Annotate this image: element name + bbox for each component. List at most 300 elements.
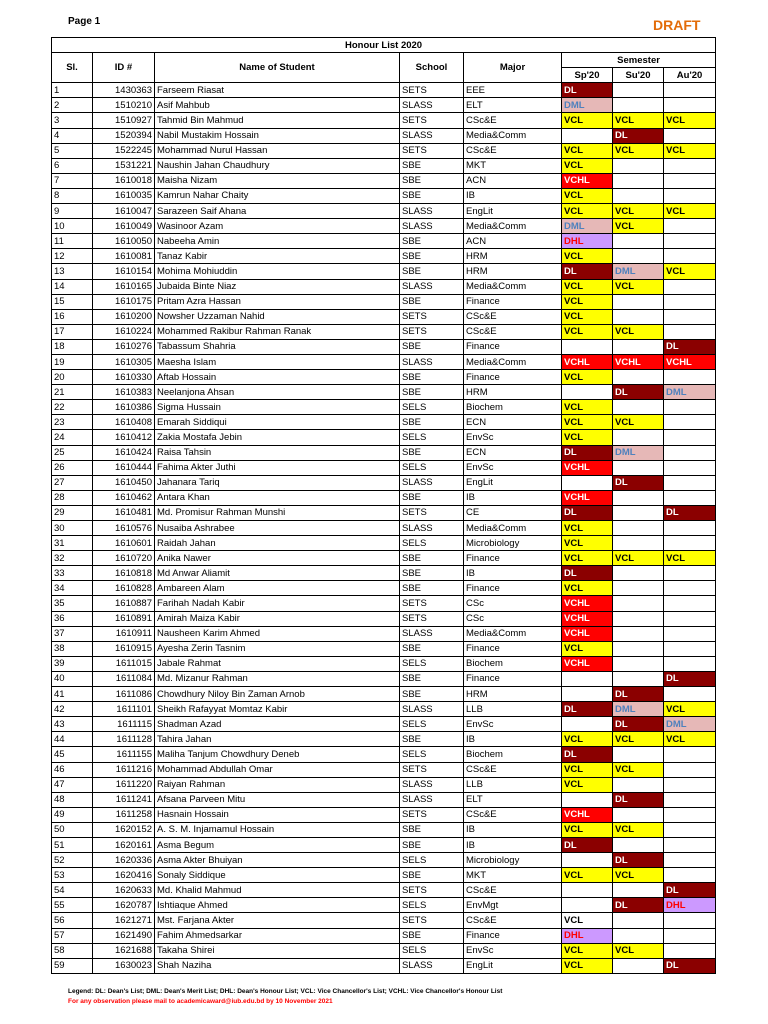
cell-id: 1610408	[93, 415, 155, 430]
cell-sp20: VCL	[562, 294, 613, 309]
cell-au20	[664, 400, 716, 415]
cell-su20: VCHL	[613, 354, 664, 369]
cell-su20: VCL	[613, 204, 664, 219]
table-row	[52, 98, 716, 113]
cell-student-name: Neelanjona Ahsan	[155, 385, 400, 400]
cell-student-name: Chowdhury Niloy Bin Zaman Arnob	[155, 687, 400, 702]
cell-sl: 55	[52, 898, 93, 913]
cell-student-name: Jabale Rahmat	[155, 656, 400, 671]
cell-student-name: Maesha Islam	[155, 354, 400, 369]
cell-sp20: VCL	[562, 551, 613, 566]
cell-su20	[613, 400, 664, 415]
cell-id: 1611084	[93, 671, 155, 686]
cell-student-name: Ayesha Zerin Tasnim	[155, 641, 400, 656]
cell-au20	[664, 792, 716, 807]
table-title: Honour List 2020	[52, 38, 716, 53]
table-row	[52, 339, 716, 354]
cell-au20	[664, 370, 716, 385]
cell-sl: 26	[52, 460, 93, 475]
cell-sl: 5	[52, 143, 93, 158]
table-row	[52, 536, 716, 551]
cell-major: Media&Comm	[464, 354, 562, 369]
cell-id: 1611115	[93, 717, 155, 732]
cell-id: 1610224	[93, 324, 155, 339]
cell-au20: DL	[664, 339, 716, 354]
cell-sl: 43	[52, 717, 93, 732]
cell-au20	[664, 868, 716, 883]
cell-major: HRM	[464, 687, 562, 702]
cell-sl: 23	[52, 415, 93, 430]
cell-sp20: DL	[562, 264, 613, 279]
table-row	[52, 309, 716, 324]
cell-su20	[613, 913, 664, 928]
table-row	[52, 732, 716, 747]
cell-major: CE	[464, 505, 562, 520]
cell-id: 1621688	[93, 943, 155, 958]
cell-au20	[664, 158, 716, 173]
cell-sp20: VCHL	[562, 460, 613, 475]
cell-sp20: VCHL	[562, 596, 613, 611]
cell-sp20: VCHL	[562, 807, 613, 822]
cell-sl: 54	[52, 883, 93, 898]
table-row	[52, 445, 716, 460]
table-row	[52, 264, 716, 279]
cell-id: 1610383	[93, 385, 155, 400]
cell-au20	[664, 581, 716, 596]
cell-au20	[664, 928, 716, 943]
cell-school: SBE	[400, 234, 464, 249]
cell-major: IB	[464, 837, 562, 852]
header-semester: Semester	[562, 53, 716, 68]
cell-sp20: VCHL	[562, 354, 613, 369]
cell-student-name: Fahim Ahmedsarkar	[155, 928, 400, 943]
cell-major: ACN	[464, 173, 562, 188]
cell-sl: 46	[52, 762, 93, 777]
cell-major: Biochem	[464, 747, 562, 762]
cell-sl: 9	[52, 204, 93, 219]
cell-school: SBE	[400, 339, 464, 354]
cell-school: SETS	[400, 505, 464, 520]
table-body	[52, 83, 716, 974]
cell-student-name: Tabassum Shahria	[155, 339, 400, 354]
table-row	[52, 113, 716, 128]
cell-id: 1610050	[93, 234, 155, 249]
cell-student-name: Asma Begum	[155, 837, 400, 852]
cell-id: 1611155	[93, 747, 155, 762]
cell-id: 1611128	[93, 732, 155, 747]
cell-major: Media&Comm	[464, 128, 562, 143]
cell-sl: 15	[52, 294, 93, 309]
cell-major: Finance	[464, 581, 562, 596]
cell-su20: VCL	[613, 762, 664, 777]
cell-sp20: VCL	[562, 732, 613, 747]
cell-su20	[613, 309, 664, 324]
cell-id: 1611220	[93, 777, 155, 792]
cell-sl: 57	[52, 928, 93, 943]
cell-au20	[664, 777, 716, 792]
cell-sl: 40	[52, 671, 93, 686]
cell-major: EngLit	[464, 475, 562, 490]
cell-sl: 58	[52, 943, 93, 958]
cell-sp20: VCL	[562, 113, 613, 128]
cell-au20	[664, 279, 716, 294]
cell-au20	[664, 641, 716, 656]
cell-au20	[664, 536, 716, 551]
table-row	[52, 883, 716, 898]
cell-sp20	[562, 475, 613, 490]
cell-su20	[613, 581, 664, 596]
cell-su20	[613, 460, 664, 475]
cell-school: SBE	[400, 928, 464, 943]
table-row	[52, 958, 716, 973]
cell-major: Media&Comm	[464, 279, 562, 294]
cell-student-name: Nowsher Uzzaman Nahid	[155, 309, 400, 324]
cell-sp20: VCHL	[562, 490, 613, 505]
cell-id: 1610450	[93, 475, 155, 490]
cell-school: SBE	[400, 294, 464, 309]
cell-sp20: VCL	[562, 822, 613, 837]
cell-sp20: VCL	[562, 777, 613, 792]
cell-sl: 39	[52, 656, 93, 671]
cell-student-name: Asma Akter Bhuiyan	[155, 853, 400, 868]
cell-su20	[613, 173, 664, 188]
cell-major: CSc&E	[464, 913, 562, 928]
cell-au20	[664, 566, 716, 581]
cell-au20	[664, 324, 716, 339]
cell-sl: 4	[52, 128, 93, 143]
cell-sl: 17	[52, 324, 93, 339]
cell-su20	[613, 430, 664, 445]
cell-id: 1610035	[93, 188, 155, 203]
cell-major: MKT	[464, 158, 562, 173]
cell-major: Biochem	[464, 400, 562, 415]
cell-sl: 24	[52, 430, 93, 445]
cell-id: 1610424	[93, 445, 155, 460]
cell-au20	[664, 475, 716, 490]
cell-id: 1610386	[93, 400, 155, 415]
cell-su20: DML	[613, 445, 664, 460]
table-row	[52, 641, 716, 656]
cell-school: SBE	[400, 671, 464, 686]
cell-major: CSc	[464, 596, 562, 611]
cell-school: SLASS	[400, 475, 464, 490]
header-school: School	[400, 53, 464, 83]
cell-su20	[613, 158, 664, 173]
cell-major: Finance	[464, 641, 562, 656]
cell-student-name: Takaha Shirei	[155, 943, 400, 958]
cell-sl: 28	[52, 490, 93, 505]
cell-school: SETS	[400, 113, 464, 128]
cell-school: SBE	[400, 837, 464, 852]
cell-student-name: Antara Khan	[155, 490, 400, 505]
table-row	[52, 521, 716, 536]
cell-student-name: Emarah Siddiqui	[155, 415, 400, 430]
cell-student-name: Md. Promisur Rahman Munshi	[155, 505, 400, 520]
cell-sp20	[562, 385, 613, 400]
cell-school: SBE	[400, 551, 464, 566]
cell-au20	[664, 822, 716, 837]
table-row	[52, 279, 716, 294]
cell-au20: DML	[664, 717, 716, 732]
cell-sl: 6	[52, 158, 93, 173]
cell-sp20: VCL	[562, 958, 613, 973]
cell-major: EnvSc	[464, 717, 562, 732]
cell-major: ACN	[464, 234, 562, 249]
cell-student-name: Kamrun Nahar Chaity	[155, 188, 400, 203]
cell-sp20: VCL	[562, 249, 613, 264]
cell-au20: VCL	[664, 702, 716, 717]
cell-student-name: Pritam Azra Hassan	[155, 294, 400, 309]
cell-major: CSc&E	[464, 883, 562, 898]
cell-sl: 32	[52, 551, 93, 566]
cell-school: SELS	[400, 536, 464, 551]
table-row	[52, 204, 716, 219]
cell-major: EnvSc	[464, 460, 562, 475]
cell-school: SBE	[400, 868, 464, 883]
cell-student-name: Naushin Jahan Chaudhury	[155, 158, 400, 173]
cell-sp20: VCL	[562, 279, 613, 294]
cell-sp20	[562, 339, 613, 354]
cell-student-name: Wasinoor Azam	[155, 219, 400, 234]
cell-au20	[664, 626, 716, 641]
cell-major: IB	[464, 566, 562, 581]
cell-sp20: VCL	[562, 415, 613, 430]
cell-au20	[664, 762, 716, 777]
cell-school: SETS	[400, 807, 464, 822]
cell-sl: 10	[52, 219, 93, 234]
table-row	[52, 656, 716, 671]
cell-sl: 52	[52, 853, 93, 868]
table-row	[52, 460, 716, 475]
cell-student-name: Farseem Riasat	[155, 83, 400, 98]
cell-student-name: Raidah Jahan	[155, 536, 400, 551]
cell-student-name: Sheikh Rafayyat Momtaz Kabir	[155, 702, 400, 717]
cell-su20	[613, 370, 664, 385]
cell-id: 1610175	[93, 294, 155, 309]
table-row	[52, 747, 716, 762]
cell-id: 1611086	[93, 687, 155, 702]
cell-school: SLASS	[400, 777, 464, 792]
observation-note: For any observation please mail to academicaward@iub.edu.bd by 10 November 2021	[68, 998, 333, 1005]
cell-id: 1620787	[93, 898, 155, 913]
cell-sp20: VCL	[562, 521, 613, 536]
cell-id: 1610891	[93, 611, 155, 626]
cell-major: Media&Comm	[464, 521, 562, 536]
cell-sl: 51	[52, 837, 93, 852]
cell-school: SELS	[400, 853, 464, 868]
table-row	[52, 219, 716, 234]
cell-su20	[613, 234, 664, 249]
cell-school: SLASS	[400, 521, 464, 536]
cell-school: SBE	[400, 490, 464, 505]
cell-sp20: VCL	[562, 536, 613, 551]
cell-sp20: VCL	[562, 309, 613, 324]
cell-au20	[664, 249, 716, 264]
cell-major: IB	[464, 188, 562, 203]
cell-student-name: Md. Mizanur Rahman	[155, 671, 400, 686]
cell-school: SETS	[400, 324, 464, 339]
cell-major: EngLit	[464, 204, 562, 219]
cell-school: SELS	[400, 747, 464, 762]
table-row	[52, 626, 716, 641]
cell-student-name: A. S. M. Injamamul Hossain	[155, 822, 400, 837]
table-row	[52, 143, 716, 158]
cell-school: SBE	[400, 158, 464, 173]
cell-sl: 37	[52, 626, 93, 641]
header-sl: Sl.	[52, 53, 93, 83]
table-row	[52, 234, 716, 249]
table-row	[52, 943, 716, 958]
cell-major: HRM	[464, 264, 562, 279]
cell-sl: 8	[52, 188, 93, 203]
table-row	[52, 807, 716, 822]
cell-sl: 22	[52, 400, 93, 415]
header-name: Name of Student	[155, 53, 400, 83]
cell-su20	[613, 566, 664, 581]
cell-sl: 44	[52, 732, 93, 747]
cell-au20: DL	[664, 671, 716, 686]
cell-sp20: VCL	[562, 188, 613, 203]
cell-sl: 41	[52, 687, 93, 702]
cell-sl: 50	[52, 822, 93, 837]
cell-sl: 56	[52, 913, 93, 928]
cell-student-name: Jahanara Tariq	[155, 475, 400, 490]
cell-au20	[664, 611, 716, 626]
cell-su20: VCL	[613, 415, 664, 430]
cell-student-name: Amirah Maiza Kabir	[155, 611, 400, 626]
header-semester-su20: Su'20	[613, 68, 664, 83]
cell-student-name: Mohammed Rakibur Rahman Ranak	[155, 324, 400, 339]
cell-sp20: VCHL	[562, 173, 613, 188]
cell-school: SLASS	[400, 958, 464, 973]
cell-id: 1522245	[93, 143, 155, 158]
cell-sp20: VCL	[562, 943, 613, 958]
cell-su20	[613, 958, 664, 973]
cell-id: 1520394	[93, 128, 155, 143]
cell-su20: DL	[613, 687, 664, 702]
cell-student-name: Md. Khalid Mahmud	[155, 883, 400, 898]
cell-au20	[664, 188, 716, 203]
cell-sp20: VCHL	[562, 611, 613, 626]
cell-id: 1620416	[93, 868, 155, 883]
cell-sp20: VCL	[562, 868, 613, 883]
cell-student-name: Tahira Jahan	[155, 732, 400, 747]
cell-sl: 42	[52, 702, 93, 717]
cell-sp20: VCHL	[562, 656, 613, 671]
cell-su20	[613, 611, 664, 626]
cell-id: 1611258	[93, 807, 155, 822]
cell-sl: 3	[52, 113, 93, 128]
cell-au20	[664, 219, 716, 234]
cell-id: 1610081	[93, 249, 155, 264]
cell-school: SLASS	[400, 204, 464, 219]
cell-school: SLASS	[400, 219, 464, 234]
cell-sp20: VCL	[562, 204, 613, 219]
cell-id: 1610165	[93, 279, 155, 294]
cell-student-name: Nusaiba Ashrabee	[155, 521, 400, 536]
cell-id: 1610200	[93, 309, 155, 324]
cell-su20: VCL	[613, 732, 664, 747]
cell-sp20	[562, 898, 613, 913]
cell-au20	[664, 128, 716, 143]
cell-student-name: Maisha Nizam	[155, 173, 400, 188]
cell-student-name: Afsana Parveen Mitu	[155, 792, 400, 807]
cell-sp20: VCL	[562, 430, 613, 445]
cell-school: SBE	[400, 641, 464, 656]
cell-sl: 11	[52, 234, 93, 249]
table-row	[52, 596, 716, 611]
cell-sp20: VCL	[562, 913, 613, 928]
cell-id: 1610911	[93, 626, 155, 641]
cell-su20	[613, 656, 664, 671]
cell-school: SETS	[400, 83, 464, 98]
cell-sl: 25	[52, 445, 93, 460]
table-row	[52, 792, 716, 807]
cell-sl: 53	[52, 868, 93, 883]
cell-au20	[664, 596, 716, 611]
cell-student-name: Raisa Tahsin	[155, 445, 400, 460]
cell-id: 1611216	[93, 762, 155, 777]
cell-student-name: Fahima Akter Juthi	[155, 460, 400, 475]
cell-id: 1610412	[93, 430, 155, 445]
cell-au20: DL	[664, 505, 716, 520]
cell-su20: DL	[613, 475, 664, 490]
cell-su20: VCL	[613, 324, 664, 339]
cell-school: SLASS	[400, 702, 464, 717]
cell-su20	[613, 490, 664, 505]
cell-major: CSc&E	[464, 113, 562, 128]
cell-major: Media&Comm	[464, 626, 562, 641]
table-row	[52, 294, 716, 309]
cell-student-name: Mohammad Abdullah Omar	[155, 762, 400, 777]
cell-id: 1610828	[93, 581, 155, 596]
cell-id: 1510927	[93, 113, 155, 128]
cell-student-name: Mohima Mohiuddin	[155, 264, 400, 279]
cell-au20	[664, 943, 716, 958]
cell-school: SBE	[400, 385, 464, 400]
cell-sl: 33	[52, 566, 93, 581]
cell-student-name: Mohammad Nurul Hassan	[155, 143, 400, 158]
cell-id: 1610601	[93, 536, 155, 551]
cell-su20: DL	[613, 128, 664, 143]
table-row	[52, 717, 716, 732]
header-semester-au20: Au'20	[664, 68, 716, 83]
cell-school: SELS	[400, 430, 464, 445]
table-row	[52, 370, 716, 385]
table-row	[52, 913, 716, 928]
cell-student-name: Maliha Tanjum Chowdhury Deneb	[155, 747, 400, 762]
cell-su20	[613, 294, 664, 309]
cell-au20	[664, 415, 716, 430]
cell-sl: 36	[52, 611, 93, 626]
cell-sp20: DHL	[562, 234, 613, 249]
table-row	[52, 173, 716, 188]
cell-major: ECN	[464, 415, 562, 430]
cell-student-name: Jubaida Binte Niaz	[155, 279, 400, 294]
cell-id: 1510210	[93, 98, 155, 113]
cell-su20: VCL	[613, 143, 664, 158]
cell-id: 1610305	[93, 354, 155, 369]
cell-student-name: Shah Naziha	[155, 958, 400, 973]
cell-sl: 7	[52, 173, 93, 188]
cell-major: MKT	[464, 868, 562, 883]
cell-school: SBE	[400, 581, 464, 596]
cell-student-name: Sarazeen Saif Ahana	[155, 204, 400, 219]
cell-su20	[613, 98, 664, 113]
cell-student-name: Sigma Hussain	[155, 400, 400, 415]
cell-su20	[613, 837, 664, 852]
header-semester-sp20: Sp'20	[562, 68, 613, 83]
